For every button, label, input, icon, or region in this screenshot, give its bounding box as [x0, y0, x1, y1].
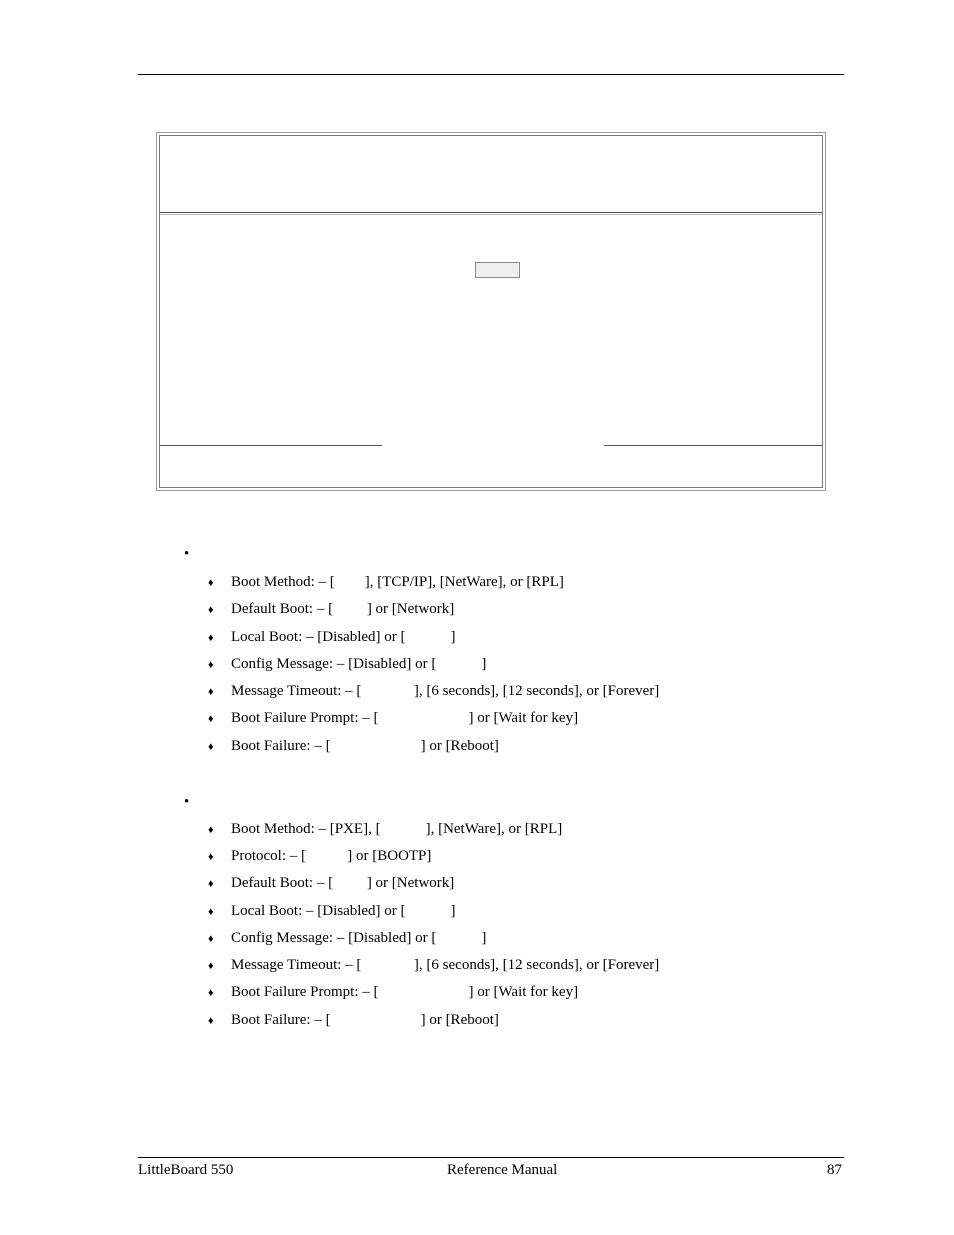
- list-item: [0, 928, 954, 948]
- list-item-text: Boot Method: – [ ], [TCP/IP], [NetWare], or [RPL]: [231, 574, 564, 590]
- list-item: [0, 873, 954, 893]
- diamond-bullet-icon: ♦: [208, 713, 214, 725]
- list-item: [0, 572, 954, 592]
- bios-screen-frame: [159, 135, 823, 488]
- list-item: [0, 708, 954, 728]
- bios-screen-capture: [156, 132, 826, 491]
- list-item-text: Message Timeout: – [ ], [6 seconds], [12 seconds], or [Forever]: [231, 683, 660, 699]
- diamond-bullet-icon: ♦: [208, 851, 214, 863]
- list-item-text: Message Timeout: – [ ], [6 seconds], [12 seconds], or [Forever]: [231, 957, 660, 973]
- footer-document-title: Reference Manual: [447, 1162, 558, 1178]
- footer-page-number: 87: [827, 1162, 842, 1178]
- list-item-text: Boot Failure Prompt: – [ ] or [Wait for key]: [231, 710, 579, 726]
- diamond-bullet-icon: ♦: [208, 987, 214, 999]
- footer-rule: [138, 1157, 844, 1158]
- list-item: [0, 681, 954, 701]
- list-item-text: Local Boot: – [Disabled] or [ ]: [231, 629, 456, 645]
- list-item: [0, 736, 954, 756]
- header-rule: [138, 74, 844, 75]
- diamond-bullet-icon: ♦: [208, 906, 214, 918]
- list-item-text: Boot Failure Prompt: – [ ] or [Wait for key]: [231, 984, 579, 1000]
- footer-product-name: LittleBoard 550: [138, 1162, 234, 1178]
- list-item-text: Default Boot: – [ ] or [Network]: [231, 875, 455, 891]
- section-bullet: •: [184, 794, 190, 810]
- list-item: [0, 955, 954, 975]
- list-item: [0, 846, 954, 866]
- diamond-bullet-icon: ♦: [208, 1015, 214, 1027]
- diamond-bullet-icon: ♦: [208, 741, 214, 753]
- list-item-text: Boot Method: – [PXE], [ ], [NetWare], or [RPL]: [231, 821, 563, 837]
- list-item-text: Boot Failure: – [ ] or [Reboot]: [231, 738, 499, 754]
- diamond-bullet-icon: ♦: [208, 960, 214, 972]
- list-item: [0, 1010, 954, 1030]
- list-item: [0, 982, 954, 1002]
- list-item: [0, 819, 954, 839]
- diamond-bullet-icon: ♦: [208, 933, 214, 945]
- highlighted-field: [475, 262, 520, 278]
- diamond-bullet-icon: ♦: [208, 824, 214, 836]
- diamond-bullet-icon: ♦: [208, 686, 214, 698]
- list-item-text: Local Boot: – [Disabled] or [ ]: [231, 903, 456, 919]
- diamond-bullet-icon: ♦: [208, 632, 214, 644]
- diamond-bullet-icon: ♦: [208, 659, 214, 671]
- list-item-text: Default Boot: – [ ] or [Network]: [231, 601, 455, 617]
- status-divider-gap: [382, 444, 604, 447]
- list-item: [0, 599, 954, 619]
- title-divider-shadow: [160, 214, 822, 215]
- list-item-text: Boot Failure: – [ ] or [Reboot]: [231, 1012, 499, 1028]
- diamond-bullet-icon: ♦: [208, 604, 214, 616]
- list-item-text: Protocol: – [ ] or [BOOTP]: [231, 848, 432, 864]
- diamond-bullet-icon: ♦: [208, 878, 214, 890]
- list-item: [0, 654, 954, 674]
- list-item-text: Config Message: – [Disabled] or [ ]: [231, 656, 487, 672]
- section-bullet: •: [184, 546, 190, 562]
- diamond-bullet-icon: ♦: [208, 577, 214, 589]
- list-item: [0, 901, 954, 921]
- list-item: [0, 627, 954, 647]
- list-item-text: Config Message: – [Disabled] or [ ]: [231, 930, 487, 946]
- title-divider: [160, 212, 822, 213]
